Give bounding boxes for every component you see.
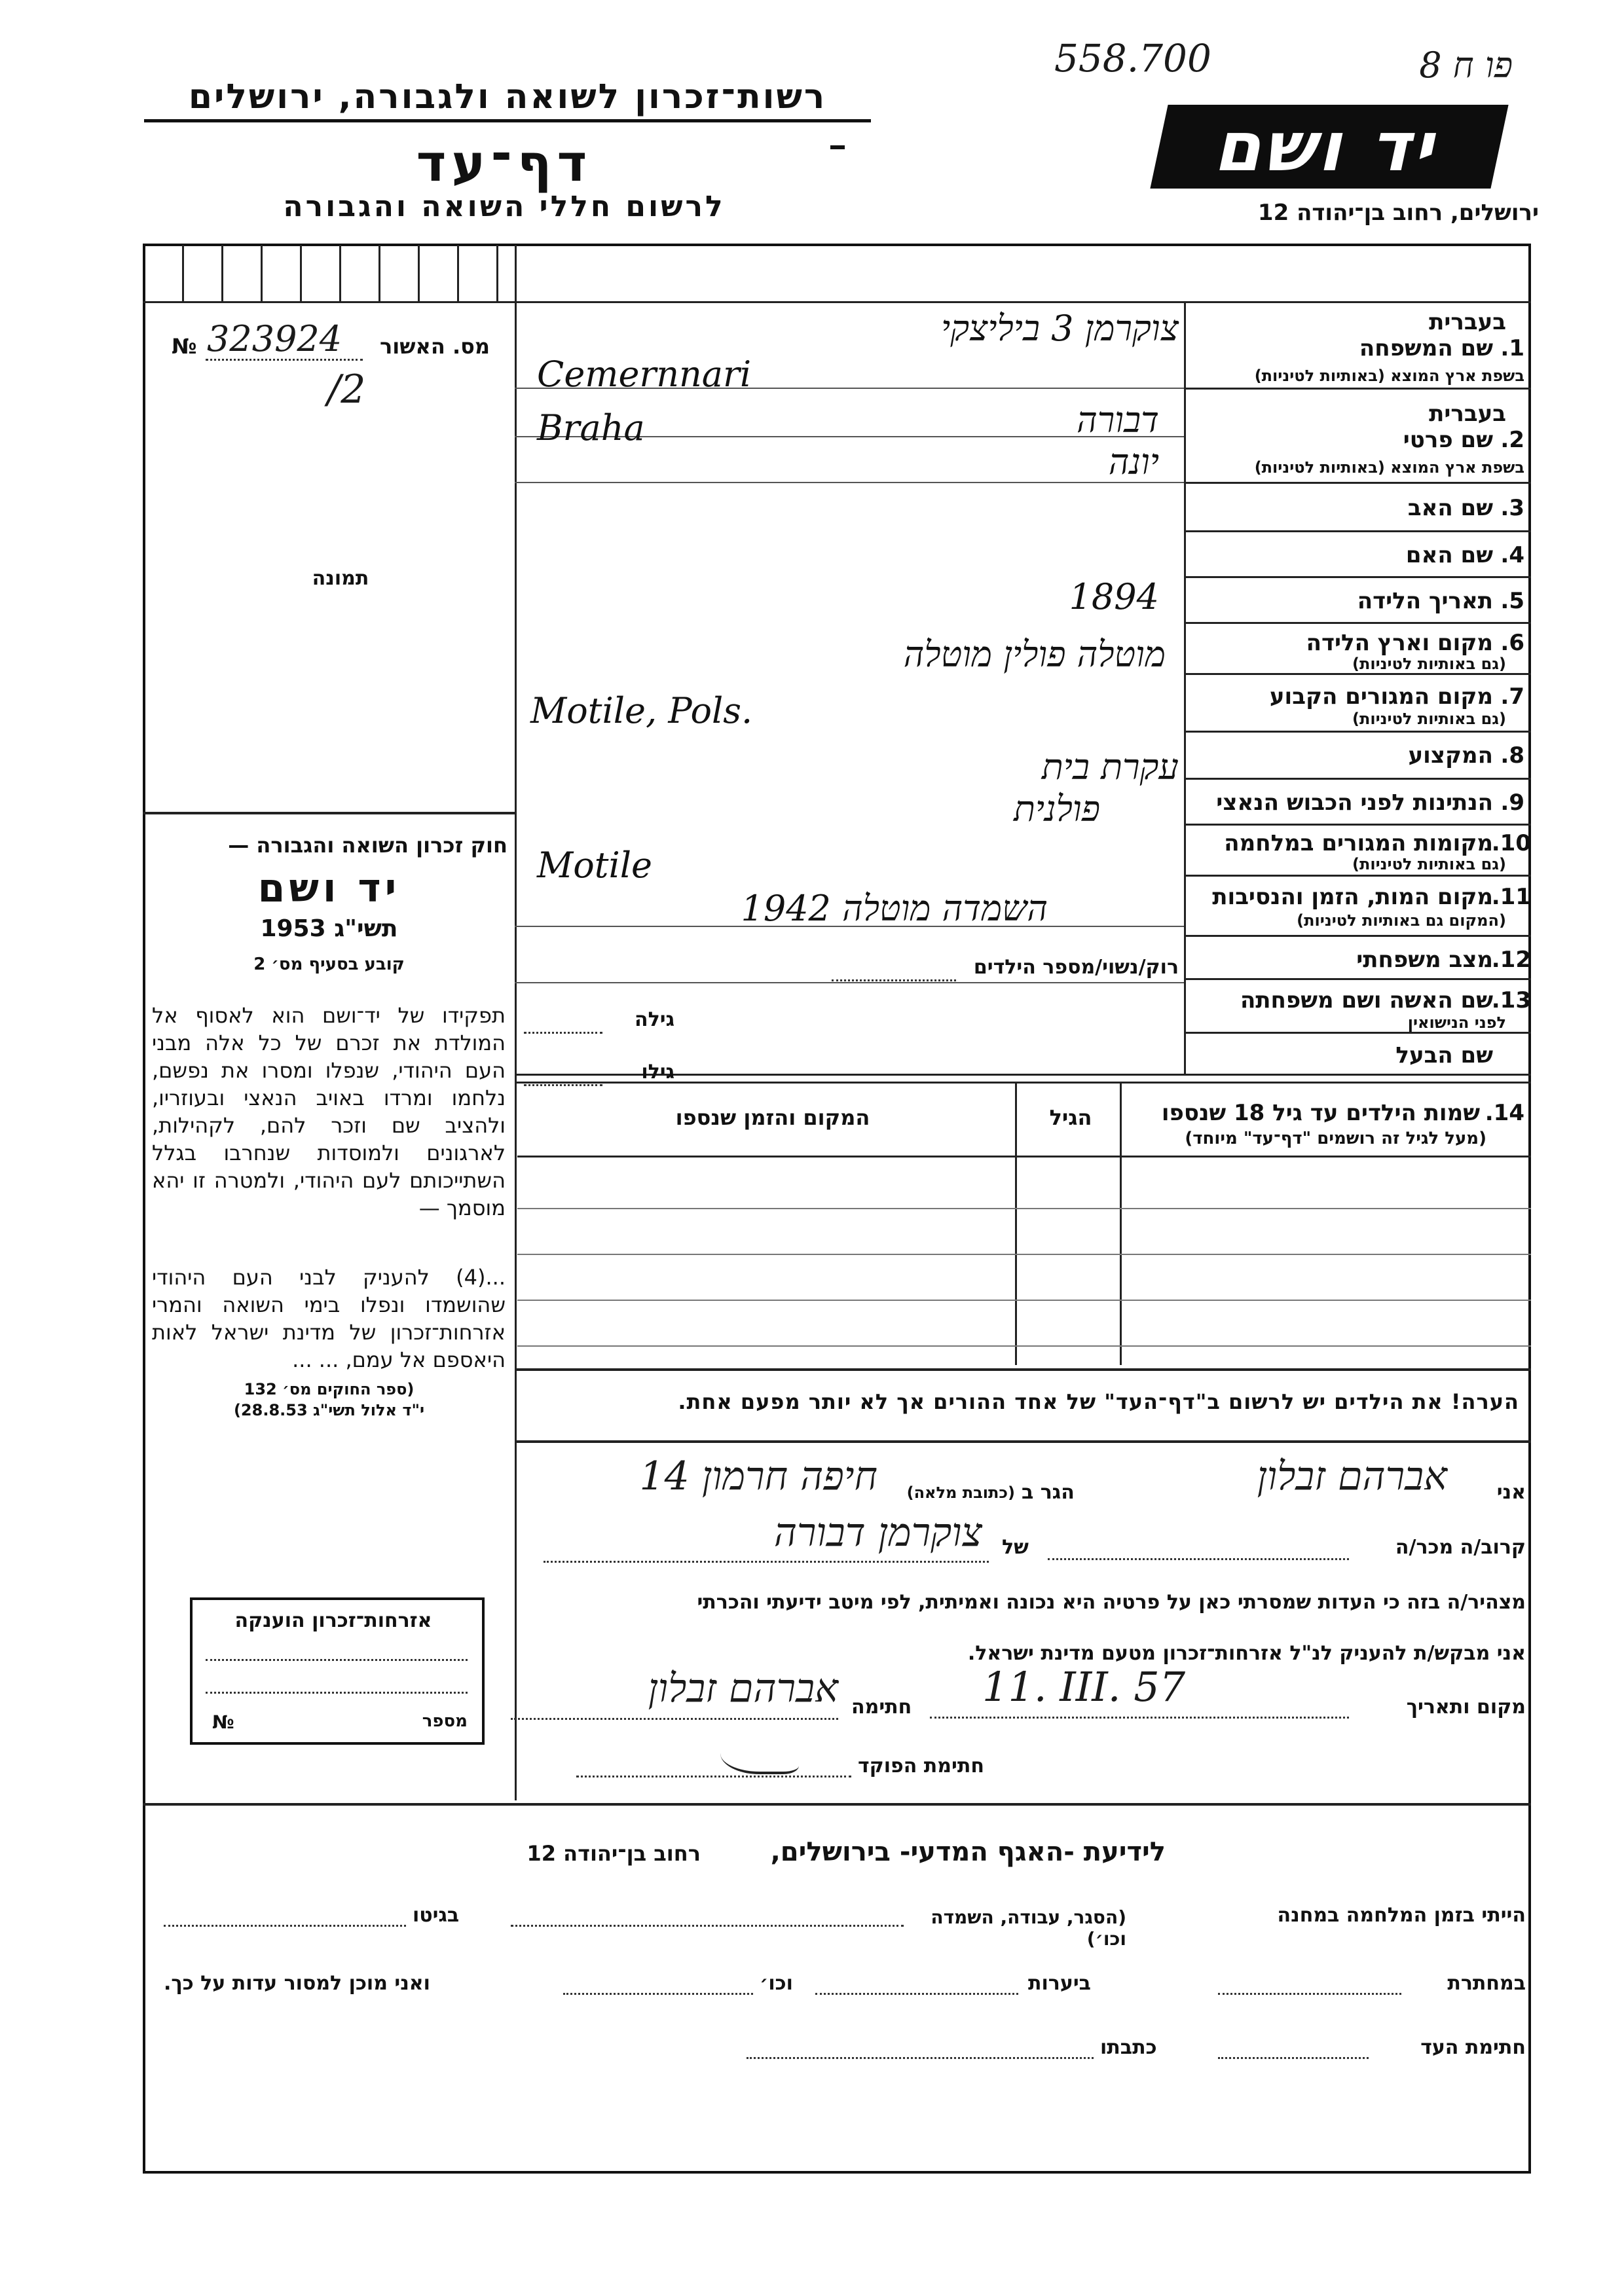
registration-number <box>169 319 496 365</box>
field-8-label: המקצוע <box>1408 742 1493 769</box>
field-11-label: מקום המות, הזמן והנסיבות <box>1212 884 1493 910</box>
top-strip-divider <box>515 245 517 302</box>
field-6-num: 6. <box>1500 630 1524 656</box>
field-8-num: 8. <box>1500 742 1524 769</box>
authority-line: רשות־זכרון לשואה ולגבורה, ירושלים <box>188 77 827 117</box>
label-column-divider <box>1184 301 1186 1074</box>
footer-title: לידיעת -האגף המדעי- בירושלים, <box>770 1837 1166 1867</box>
decl-officer-label: חתימת הפוקד <box>858 1755 984 1777</box>
registration-number-label: מס. האשור <box>380 334 490 359</box>
citizenship-number-label: מספר <box>422 1711 468 1731</box>
registration-number-value: 323924 <box>207 318 342 359</box>
field-10-value: Motile <box>537 845 653 886</box>
decl-place-date-label: מקום ותאריך <box>1406 1696 1526 1719</box>
field-2-label: שם פרטי <box>1403 427 1493 453</box>
field-10-sub: (גם באותיות לטיניות) <box>1352 855 1506 873</box>
decl-line1-mid: הגר ב <box>1022 1481 1075 1504</box>
children-sub: (מעל לגיל זה רושמים "דף־עד" מיוחד) <box>1185 1129 1486 1148</box>
field-8-value: עקרת בית <box>1041 746 1179 788</box>
field-1-sub: בשפת ארץ המוצא (באותיות לטיניות) <box>1254 367 1524 385</box>
field-2-sub: בשפת ארץ המוצא (באותיות לטיניות) <box>1254 458 1524 477</box>
children-col-age: הגיל <box>1049 1105 1092 1130</box>
field-11-num: 11. <box>1491 884 1531 910</box>
handwritten-ref-2: פו ח 8 <box>1419 45 1513 86</box>
field-9-num: 9. <box>1500 790 1524 816</box>
children-col-place-time: המקום והזמן שנספו <box>675 1105 870 1130</box>
field-3-value: יונה <box>1108 441 1159 483</box>
decl-line1-prefix: אני <box>1496 1481 1526 1504</box>
field-2-num: 2. <box>1500 427 1524 453</box>
law-text-1: תפקידו של יד־ושם הוא לאסוף אל המולדת את זכרם של כל אלה מבני העם היהודי, שנפלו ומסרו את נפשם, נלחמו ומרדו באויב הנאצי ובעוזריו, ולהציב שם וזכר להם, לקהילות, לארגונים ולמוסדות שנחרבו בגלל השתייכותם לעם היהודי, ולמטרה זו יהא מוסמך — <box>152 1003 506 1220</box>
footer-line1-hint: (הסגר, עבודה, השמדה וכו׳) <box>931 1906 1126 1950</box>
field-7-value: Motile, Pols. <box>530 690 753 731</box>
field-12-label: מצב משפחתי <box>1356 947 1493 973</box>
children-num: 14. <box>1485 1100 1524 1126</box>
field-5-value: 1894 <box>1069 576 1159 617</box>
field-13-label: שם האשה ושם משפחתה <box>1240 987 1493 1013</box>
decl-relative-of: צוקרמן דבורה <box>773 1510 982 1556</box>
footer-title-address: רחוב בן־יהודה 12 <box>526 1841 701 1866</box>
field-7-label: מקום המגורים הקבוע <box>1269 683 1493 710</box>
field-10-num: 10. <box>1491 830 1531 856</box>
field-1-label: שם המשפחה <box>1359 335 1493 361</box>
decl-line2-of: של <box>1002 1536 1029 1559</box>
dash-mark <box>830 145 845 149</box>
declarant-name: אברהם זבלון <box>1257 1453 1447 1499</box>
law-title: חוק זכרון השואה והגבורה — <box>228 833 507 858</box>
field-12-num: 12. <box>1491 947 1531 973</box>
left-column-divider <box>515 301 517 1800</box>
footer-line2-d: ואני מוכן למסור עדות על כך. <box>164 1972 430 1995</box>
field-3-num: 3. <box>1500 495 1524 521</box>
yad-vashem-logo: יד ושם <box>1150 105 1508 189</box>
footer-divider <box>143 1803 1531 1806</box>
note-text: הערה! את הילדים יש לרשום ב"דף־העד" של אחד ההורים אך לא יותר מפעם אחת. <box>678 1389 1519 1414</box>
field-6-sub: (גם באותיות לטיניות) <box>1352 655 1506 673</box>
decl-line2-prefix: קרוב/ה מכר/ה <box>1395 1536 1526 1559</box>
field-13-sub: לפני הנישואין <box>1407 1013 1506 1032</box>
children-label: שמות הילדים עד גיל 18 שנספו <box>1161 1100 1480 1126</box>
law-ref: (ספר החוקים מס׳ 132 <box>244 1380 415 1398</box>
field-2-value-hebrew: דבורה <box>1077 399 1159 441</box>
page-subtitle: לרשום חללי השואה והגבורה <box>283 190 726 223</box>
declarant-address: חיפה חרמון 14 <box>639 1453 877 1499</box>
field-1-num: 1. <box>1500 335 1524 361</box>
decl-date-value: 11. III. 57 <box>982 1663 1186 1711</box>
field-11-value: השמדה מוטלה 1942 <box>741 888 1048 929</box>
citizenship-number-symbol: № <box>212 1711 234 1733</box>
law-text-2: ...(4) להעניק לבני העם היהודי שהושמדו ונפלו בימי השואה והמרי אזרחות־זכרון של מדינת ישראל לאות היאספם אל עמם, ... ... <box>152 1265 506 1372</box>
law-name: יד ושם <box>257 866 401 911</box>
footer-line2-a: במחתרת <box>1447 1972 1526 1995</box>
footer-line1-a: הייתי בזמן המלחמה במחנה <box>1277 1904 1526 1927</box>
field-1-value-latin: Cemernnari <box>537 354 752 395</box>
field-7-num: 7. <box>1500 683 1524 710</box>
field-11-sub: (המקום גם באותיות לטיניות) <box>1297 911 1506 930</box>
field-10-label: מקומות המגורים במלחמה <box>1224 830 1493 856</box>
page-title: דף־עד <box>416 134 593 193</box>
law-box-top <box>143 812 515 814</box>
footer-line2-b: ביערות <box>1028 1972 1091 1995</box>
law-date: י"ד אלול תשי"ג 28.8.53) <box>233 1401 425 1419</box>
field-5-label: תאריך הלידה <box>1357 588 1493 614</box>
decl-signature-label: חתימה <box>851 1696 912 1719</box>
photo-label: תמונה <box>312 567 369 590</box>
law-year: תשי"ג 1953 <box>260 915 398 942</box>
decl-line3: מצהיר/ה בזה כי העדות שמסרתי כאן על פרטיה היא נכונה ואמיתית, לפי מיטב ידיעתי והכרתי <box>697 1591 1526 1614</box>
field-2-value-latin: Braha <box>537 407 645 448</box>
field-3-label: שם האב <box>1407 495 1493 521</box>
marital-row-label: רוק/נשוי/מספר הילדים <box>973 956 1179 979</box>
decl-line4: אני מבקש/ת להעניק לנ"ל אזרחות־זכרון מטעם מדינת ישראל. <box>967 1642 1526 1665</box>
top-boxes <box>143 245 517 302</box>
registration-suffix: /2 <box>327 367 366 412</box>
field-1-value-hebrew: צוקרמן 3 ביליצקי <box>941 308 1179 349</box>
field-4-label: שם האם <box>1405 542 1493 568</box>
footer-line2-c: וכו׳ <box>760 1972 793 1995</box>
field-9-value: פולנית <box>1013 788 1100 829</box>
footer-line3-a: חתימת העד <box>1420 2036 1526 2059</box>
husband-name-label: שם הבעל <box>1395 1042 1493 1068</box>
field-9-label: הנתינות לפני הכבוש הנאצי <box>1216 790 1493 816</box>
header-address: ירושלים, רחוב בן־יהודה 12 <box>1257 200 1539 226</box>
husband-age-label: גילו <box>641 1061 674 1084</box>
field-7-sub: (גם באותיות לטיניות) <box>1352 710 1506 728</box>
decl-signature: אברהם זבלון <box>648 1666 838 1711</box>
field-6-value: מוטלה פולין מוטלה <box>903 634 1166 675</box>
field-6-label: מקום וארץ הלידה <box>1306 630 1493 656</box>
field-13-num: 13. <box>1491 987 1531 1013</box>
authority-underline <box>144 119 871 122</box>
wife-age-label: גילה <box>635 1008 674 1031</box>
note-bottom-line <box>515 1440 1531 1443</box>
handwritten-ref-1: 558.700 <box>1054 36 1211 81</box>
citizenship-title: אזרחות־זכרון הוענקה <box>234 1609 432 1632</box>
field-2-hebrew-tag: בעברית <box>1429 401 1506 427</box>
note-top-line <box>515 1368 1531 1371</box>
citizenship-box <box>190 1597 485 1745</box>
footer-line3-b: כתבתו <box>1100 2036 1157 2059</box>
field-5-num: 5. <box>1500 588 1524 614</box>
law-clause: קובע בסעיף מס׳ 2 <box>253 955 405 974</box>
footer-line1-b: בגיטו <box>413 1904 460 1927</box>
field-4-num: 4. <box>1500 542 1524 568</box>
number-symbol: № <box>172 334 197 359</box>
field-1-hebrew-tag: בעברית <box>1429 309 1506 335</box>
decl-line1-hint: (כתובת מלאה) <box>906 1484 1015 1502</box>
